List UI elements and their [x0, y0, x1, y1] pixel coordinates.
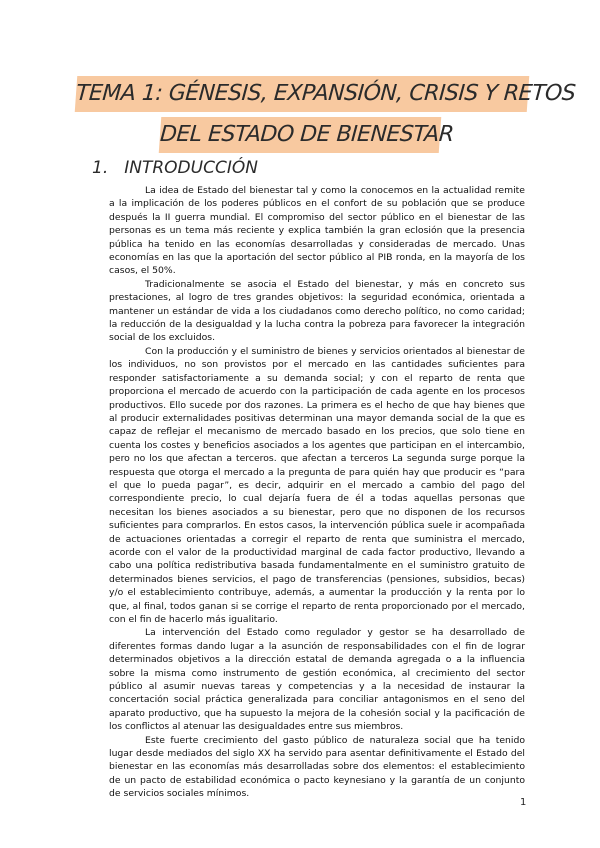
paragraph: Con la producción y el suministro de bienes y servicios orientados al bienestar de los individuos, no son provistos por el mercado en las cantidades suficientes para responder satisfactoriamente a su demanda social; y con el reparto de renta que proporciona el mercado de acuerdo con la participación de cada agente en los procesos productivos. Ello sucede por dos razones. La primera es el hecho de que hay bienes que al producir externalidades positivas determinan una mayor demanda social de la que es capaz de reflejar el mecanismo de mercado basado en los precios, que solo tiene en cuenta los costes y beneficios asociados a los agentes que participan en el intercambio, pero no los que afectan a terceros. que afectan a terceros La segunda surge porque la respuesta que otorga el mercado a la pregunta de para quién hay que producir es “para el que lo pueda pagar”, es decir, adquirir en el mercado a cambio del pago del correspondiente precio, lo cual dejaría fuera de él a todas aquellas personas que necesitan los bienes asociados a su bienestar, pero que no disponen de los recursos suficientes para comprarlos. En estos casos, la intervención pública suele ir acompañada de actuaciones orientadas a corregir el reparto de renta que suministra el mercado, acorde con el valor de la productividad marginal de cada factor productivo, llevando a cabo una política redistributiva basada fundamentalmente en el suministro gratuito de determinados bienes servicios, el pago de transferencias (pensiones, subsidios, becas) y/o el establecimiento contribuye, además, a aumentar la producción y la renta por lo que, al final, todos ganan si se corrige el reparto de renta proporcionado por el mercado, con el fin de hacerlo más igualitario.: [109, 345, 525, 625]
page-number: 1: [520, 797, 527, 808]
title-line-1: TEMA 1: GÉNESIS, EXPANSIÓN, CRISIS Y RETOS: [75, 76, 530, 112]
body-text: [109, 184, 525, 801]
title-line-2: DEL ESTADO DE BIENESTAR: [159, 117, 442, 153]
paragraph: La intervención del Estado como regulador y gestor se ha desarrollado de diferentes formas dando lugar a la asunción de responsabilidades con el fin de lograr determinados objetivos a la dirección estatal de demanda agregada o a la influencia sobre la misma como instrumento de gestión económica, al crecimiento del sector público al asumir nuevas tareas y competencias y a la necesidad de instaurar la concertación social práctica generalizada para conciliar antagonismos en el seno del aparato productivo, que ha supuesto la mejora de la cohesión social y la pacificación de los conflictos al atenuar las desigualdades entre sus miembros.: [109, 627, 525, 733]
paragraph: Tradicionalmente se asocia el Estado del bienestar, y más en concreto sus prestaciones, al logro de tres grandes objetivos: la seguridad económica, orientada a mantener un estándar de vida a los ciudadanos como derecho político, no como caridad; la reducción de la desigualdad y la lucha contra la pobreza para favorecer la integración social de los excluidos.: [109, 278, 525, 344]
paragraph: Este fuerte crecimiento del gasto público de naturaleza social que ha tenido lugar desde mediados del siglo XX ha servido para asentar definitivamente el Estado del bienestar en las economías más desarrolladas sobre dos elementos: el establecimiento de un pacto de estabilidad económica o pacto keynesiano y la garantía de un conjunto de servicios sociales mínimos.: [109, 734, 525, 800]
section-number: 1.: [92, 158, 109, 178]
paragraph: La idea de Estado del bienestar tal y como la conocemos en la actualidad remite a la implicación de los poderes públicos en el confort de su población que se produce después la II guerra mundial. El compromiso del sector público en el bienestar de las personas es un tema más reciente y explica también la gran eclosión que la presencia pública ha tenido en las economías desarrolladas y consideradas de mercado. Unas economías en las que la aportación del sector público al PIB ronda, en la mayoría de los casos, el 50%.: [109, 185, 525, 277]
section-heading: [92, 158, 258, 178]
section-title: INTRODUCCIÓN: [124, 158, 258, 178]
